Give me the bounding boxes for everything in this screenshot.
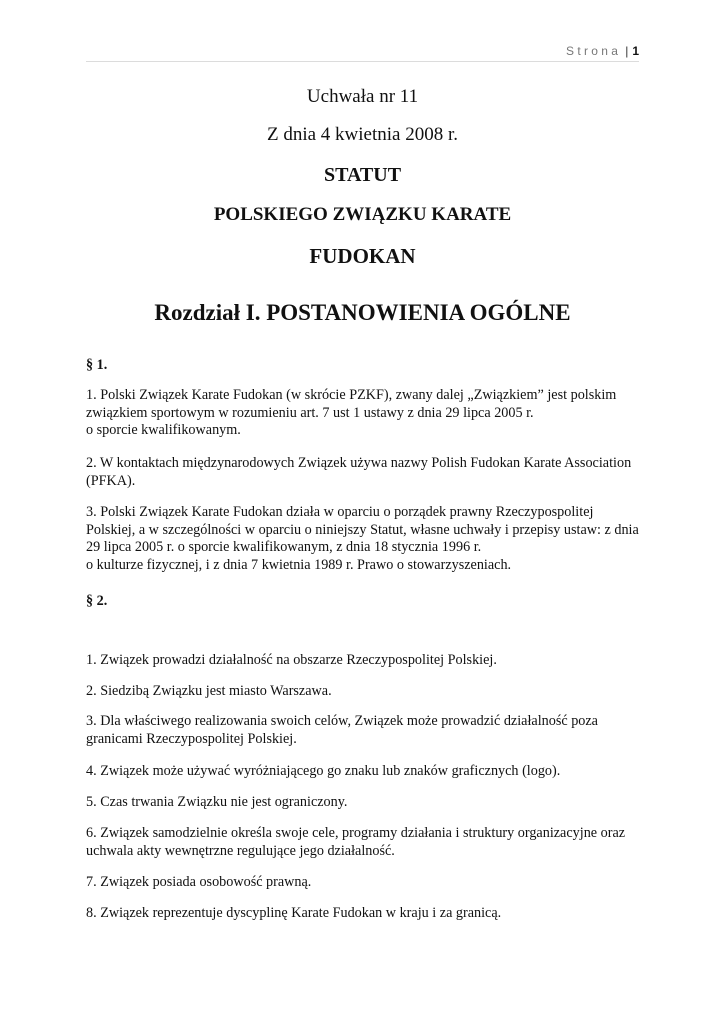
text-line: 1. Związek prowadzi działalność na obszarze Rzeczypospolitej Polskiej. [86,652,497,668]
paragraph [86,763,642,781]
text-line: Polskiej, a w szczególności w oparciu o niniejszy Statut, własne uchwały i przepisy ustaw: z dnia [86,521,639,538]
text-line: 2. Siedzibą Związku jest miasto Warszawa. [86,683,332,699]
paragraph [86,713,642,748]
page-number: 1 [632,44,639,58]
chapter-heading: Rozdział I. POSTANOWIENIA OGÓLNE [154,300,571,325]
doc-subtitle-2: FUDOKAN [309,244,416,268]
text-line: 4. Związek może używać wyróżniającego go znaku lub znaków graficznych (logo). [86,763,561,779]
paragraph [86,652,642,670]
text-line: 3. Dla właściwego realizowania swoich celów, Związek może prowadzić działalność poza [86,713,598,729]
doc-subtitle: POLSKIEGO ZWIĄZKU KARATE [213,204,512,225]
doc-title: STATUT [323,164,402,186]
page-label: Strona [566,44,622,58]
paragraph [86,874,642,892]
page-header [566,44,639,58]
paragraph [86,825,642,860]
section-heading: § 2. [86,593,108,609]
header-divider [86,61,639,62]
section-heading: § 1. [86,357,108,373]
resolution-number: Uchwała nr 11 [306,86,419,107]
text-line: 1. Polski Związek Karate Fudokan (w skrócie PZKF), zwany dalej „Związkiem” jest polskim [86,387,617,403]
paragraph [86,455,642,490]
text-line: 8. Związek reprezentuje dyscyplinę Karate Fudokan w kraju i za granicą. [86,905,502,921]
text-line: o sporcie kwalifikowanym. [86,422,241,438]
text-line: (PFKA). [86,472,136,489]
text-line: 3. Polski Związek Karate Fudokan działa w oparciu o porządek prawny Rzeczypospolitej [86,504,594,520]
paragraph [86,387,642,440]
text-line: o kulturze fizycznej, i z dnia 7 kwietnia 1989 r. Prawo o stowarzyszeniach. [86,556,512,573]
text-line: związkiem sportowym w rozumieniu art. 7 ust 1 ustawy z dnia 29 lipca 2005 r. [86,404,534,421]
paragraph [86,794,642,812]
resolution-date: Z dnia 4 kwietnia 2008 r. [266,124,459,145]
text-line: 2. W kontaktach międzynarodowych Związek używa nazwy Polish Fudokan Karate Association [86,455,632,471]
page-separator: | [625,44,629,58]
text-line: uchwala akty wewnętrzne regulujące jego działalność. [86,842,395,859]
text-line: 6. Związek samodzielnie określa swoje cele, programy działania i struktury organizacyjne oraz [86,825,626,841]
text-line: 29 lipca 2005 r. o sporcie kwalifikowanym, z dnia 18 stycznia 1996 r. [86,539,482,555]
paragraph [86,905,642,923]
paragraph [86,504,642,574]
text-line: granicami Rzeczypospolitej Polskiej. [86,730,297,747]
text-line: 5. Czas trwania Związku nie jest ograniczony. [86,794,348,810]
paragraph [86,683,642,701]
text-line: 7. Związek posiada osobowość prawną. [86,874,312,890]
